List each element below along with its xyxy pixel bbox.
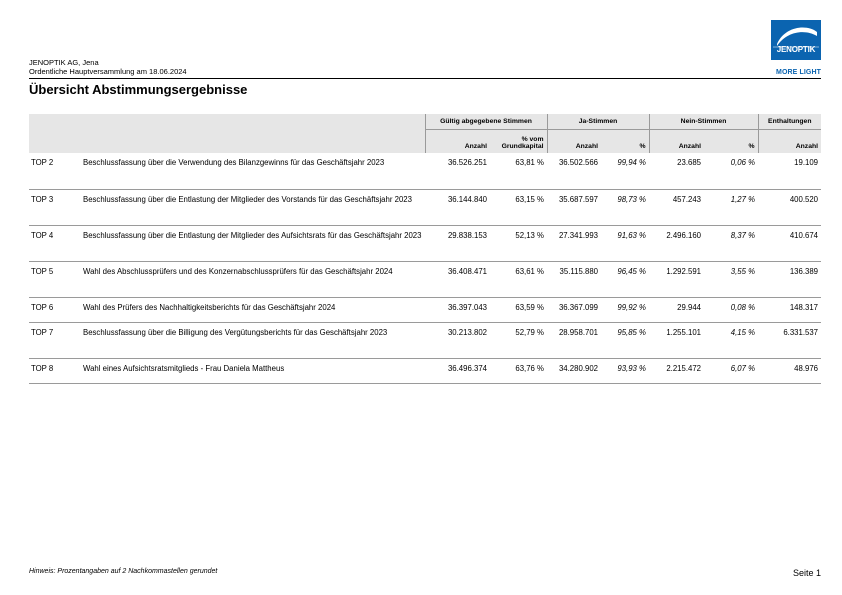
table-header-groups [29,114,821,130]
yes-count: 36.367.099 [558,302,598,312]
header-yes-count: Anzahl [547,130,601,154]
jenoptik-logo [771,20,821,60]
no-count: 23.685 [677,158,701,167]
table-row [29,322,821,358]
agenda-item: TOP 5 [31,266,54,276]
resolution-text: Wahl des Abschlussprüfers und des Konzernabschlussprüfers für das Geschäftsjahr 2024 [83,266,393,276]
company-name: JENOPTIK AG, Jena [29,58,99,67]
no-pct: 6,07 % [730,363,756,373]
header-yes-votes: Ja-Stimmen [547,114,649,130]
abstain-count: 48.976 [794,363,819,373]
valid-pct: 52,79 % [515,327,544,337]
yes-pct: 93,93 % [617,363,646,373]
table-row [29,225,821,261]
header-valid-count: Anzahl [425,130,490,154]
abstain-count: 19.109 [794,158,819,167]
valid-pct: 63,61 % [515,266,544,276]
yes-count: 36.502.566 [558,158,598,167]
no-pct: 1,27 % [730,194,756,204]
no-count: 29.944 [677,302,701,312]
valid-pct: 63,15 % [515,194,544,204]
no-pct: 8,37 % [730,230,756,240]
no-count: 1.255.101 [666,327,701,337]
valid-count: 36.496.374 [447,363,487,373]
yes-pct: 95,85 % [617,327,646,337]
header-blank [29,114,425,130]
no-pct: 4,15 % [730,327,756,337]
yes-pct: 99,94 % [617,158,646,167]
agenda-item: TOP 3 [31,194,54,204]
results-table [29,114,821,384]
yes-pct: 98,73 % [617,194,646,204]
no-count: 2.215.472 [666,363,701,373]
valid-count: 29.838.153 [447,230,487,240]
header-valid-pct: % vom Grundkapital [490,130,547,154]
valid-count: 36.144.840 [447,194,487,204]
valid-pct: 63,76 % [515,363,544,373]
logo-tagline: MORE LIGHT [776,69,821,76]
header-yes-pct: % [601,130,649,154]
no-count: 457.243 [672,194,701,204]
no-count: 2.496.160 [666,230,701,240]
valid-count: 36.526.251 [447,158,487,167]
header-no-count: Anzahl [649,130,704,154]
page-title: Übersicht Abstimmungsergebnisse [29,82,248,97]
header-valid-votes: Gültig abgegebene Stimmen [425,114,547,130]
company-header [29,58,187,76]
logo-wordmark: JENOPTIK [776,45,816,54]
agenda-item: TOP 6 [31,302,54,312]
valid-pct: 63,59 % [515,302,544,312]
header-blank-sub [29,130,425,154]
yes-count: 28.958.701 [558,327,598,337]
yes-count: 35.687.597 [558,194,598,204]
yes-count: 34.280.902 [558,363,598,373]
abstain-count: 400.520 [789,194,819,204]
no-pct: 0,08 % [730,302,756,312]
yes-count: 27.341.993 [558,230,598,240]
page-number: Seite 1 [792,568,821,578]
valid-count: 36.397.043 [447,302,487,312]
header-no-pct: % [704,130,758,154]
agenda-item: TOP 4 [31,230,54,240]
header-rule [29,78,821,79]
agenda-item: TOP 7 [31,327,54,337]
event-name: Ordentliche Hauptversammlung am 18.06.2024 [29,67,187,76]
abstain-count: 6.331.537 [783,327,819,337]
resolution-text: Wahl eines Aufsichtsratsmitglieds - Frau Daniela Mattheus [83,363,285,373]
no-pct: 3,55 % [730,266,756,276]
resolution-text: Beschlussfassung über die Billigung des Vergütungsberichts für das Geschäftsjahr 2023 [83,327,388,337]
table-row [29,261,821,297]
table-header-sub [29,130,821,154]
yes-pct: 91,63 % [617,230,646,240]
no-count: 1.292.591 [666,266,701,276]
no-pct: 0,06 % [730,158,756,167]
table-row [29,297,821,322]
header-abstentions: Enthaltungen [758,114,821,130]
table-row [29,153,821,189]
agenda-item: TOP 8 [31,363,54,373]
valid-pct: 52,13 % [515,230,544,240]
header-no-votes: Nein-Stimmen [649,114,758,130]
valid-count: 36.408.471 [447,266,487,276]
abstain-count: 410.674 [789,230,819,240]
yes-pct: 96,45 % [617,266,646,276]
valid-count: 30.213.802 [447,327,487,337]
abstain-count: 148.317 [789,302,819,312]
valid-pct: 63,81 % [515,158,544,167]
agenda-item: TOP 2 [31,158,54,167]
yes-count: 35.115.880 [559,266,598,276]
header-abstain-count: Anzahl [758,130,821,154]
rounding-note: Hinweis: Prozentangaben auf 2 Nachkommastellen gerundet [29,568,218,575]
table-row [29,189,821,225]
resolution-text: Wahl des Prüfers des Nachhaltigkeitsberichts für das Geschäftsjahr 2024 [83,302,336,312]
table-row [29,358,821,383]
abstain-count: 136.389 [789,266,819,276]
resolution-text: Beschlussfassung über die Entlastung der Mitglieder des Vorstands für das Geschäftsjahr 2023 [83,194,412,204]
resolution-text: Beschlussfassung über die Verwendung des Bilanzgewinns für das Geschäftsjahr 2023 [83,158,385,167]
resolution-text: Beschlussfassung über die Entlastung der Mitglieder des Aufsichtsrats für das Geschäftsjahr 2023 [83,230,422,240]
yes-pct: 99,92 % [617,302,646,312]
logo-arc-icon [771,20,821,60]
